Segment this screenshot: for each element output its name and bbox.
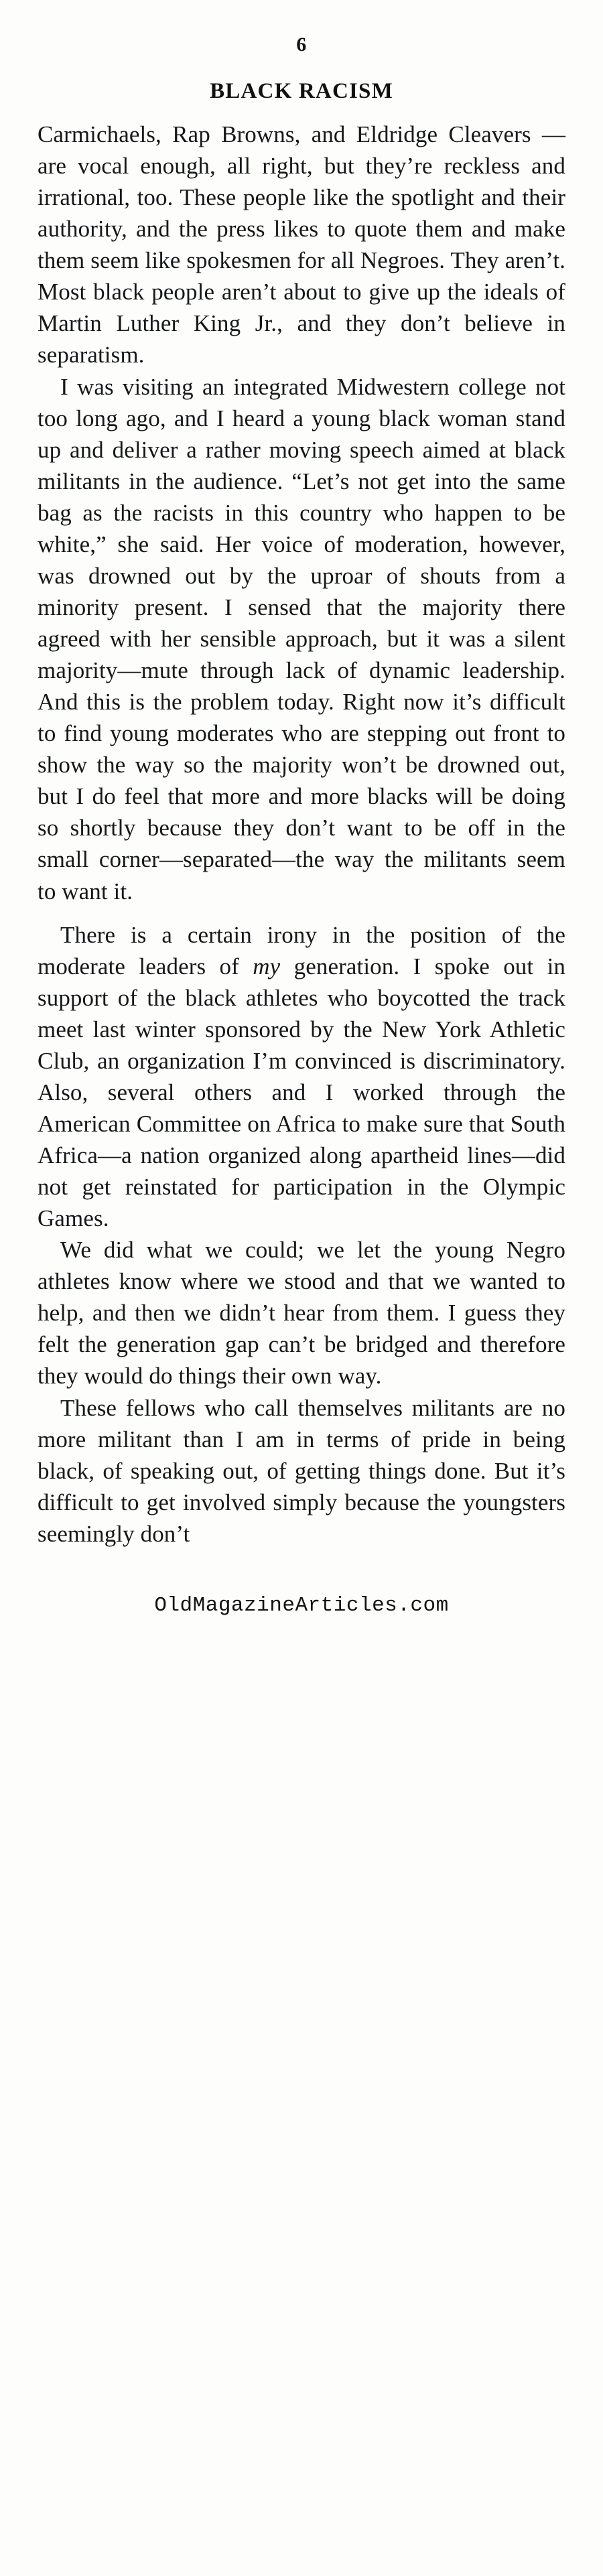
page-number: 6	[296, 33, 307, 56]
page-title: BLACK RACISM	[210, 79, 393, 103]
paragraph-5: These fellows who call themselves militants are no more militant than I am in terms of pride in being black, of speaking out, of getting things done. But it’s difficult to get involved simply because the youngsters seemingly don’t	[38, 1394, 565, 1547]
paragraph-3-part-1: There is a certain irony in the position of the moderate leaders of	[38, 921, 565, 979]
site-watermark-text: OldMagazineArticles.com	[154, 1593, 449, 1617]
paragraph-3-part-2: generation. I spoke out in support of the black athletes who boycotted the track meet last winter sponsored by the New York Athletic Club, an organization I’m convinced is discriminatory. Also, several others and I worked through the American Committee on Africa to make sure that South Africa—a nation organized along apartheid lines—did not get reinstated for participation in the Olympic Games.	[38, 953, 566, 1232]
paragraph-1: Carmichaels, Rap Browns, and Eldridge Cleavers — are vocal enough, all right, but they’re reckless and irrational, too. These people like the spotlight and their authority, and the press likes to quote them and make them seem like spokesmen for all Negroes. They aren’t. Most black people aren’t about to give up the ideals of Martin Luther King Jr., and they don’t believe in separatism.	[38, 121, 565, 368]
site-watermark	[38, 1576, 565, 1637]
paragraph-3-emphasis: my	[253, 953, 281, 979]
paragraph-3	[38, 919, 565, 1235]
article-body	[38, 119, 565, 1550]
paragraph-2: I was visiting an integrated Midwestern college not too long ago, and I heard a young black woman stand up and deliver a rather moving speech aimed at black militants in the audience. “Let’s not get into the same bag as the racists in this country who happen to be white,” she said. Her voice of moderation, however, was drowned out by the uproar of shouts from a minority present. I sensed that the majority there agreed with her sensible approach, but it was a silent majority—mute through lack of dynamic leadership. And this is the problem today. Right now it’s difficult to find young moderates who are stepping out front to show the way so the majority won’t be drowned out, but I do feel that more and more blacks will be doing so shortly because they don’t want to be off in the small corner—separated—the way the militants seem to want it.	[38, 373, 565, 904]
paragraph-4: We did what we could; we let the young Negro athletes know where we stood and that we wanted to help, and then we didn’t hear from them. I guess they felt the generation gap can’t be bridged and therefore they would do things their own way.	[38, 1237, 565, 1389]
paragraph-spacer	[38, 907, 565, 919]
